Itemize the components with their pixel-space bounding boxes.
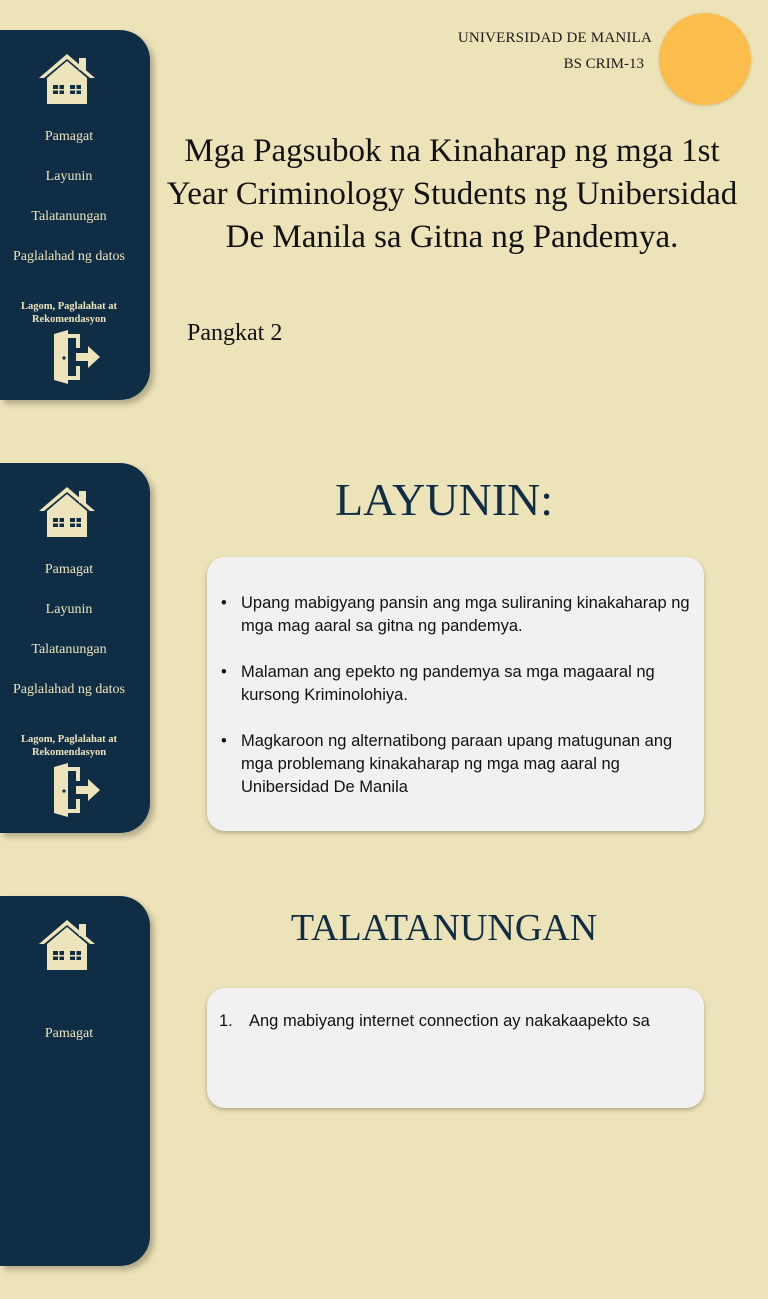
orange-circle-decoration — [659, 13, 751, 105]
nav-lagom[interactable]: Lagom, Paglalahat at Rekomendasyon — [21, 734, 117, 758]
group-label: Pangkat 2 — [187, 320, 283, 346]
objective-text: Upang mabigyang pansin ang mga suliraning kinakaharap ng mga mag aaral sa gitna ng pandemya. — [241, 594, 690, 635]
nav-talatanungan[interactable]: Talatanungan — [31, 209, 107, 224]
nav-paglalahad[interactable]: Paglalahad ng datos — [13, 682, 125, 697]
slide-layunin — [0, 433, 768, 866]
list-item: • Magkaroon ng alternatibong paraan upang matugunan ang mga problemang kinakaharap ng mga mag aaral ng Unibersidad De Manila — [221, 732, 673, 796]
nav-pamagat[interactable]: Pamagat — [44, 129, 94, 144]
questions-card — [207, 988, 704, 1108]
slide-heading: LAYUNIN: — [334, 474, 554, 525]
exit-door-icon[interactable] — [50, 763, 102, 817]
slide-heading: TALATANUNGAN — [290, 907, 598, 949]
home-icon[interactable] — [35, 916, 99, 972]
nav-lagom[interactable]: Lagom, Paglalahat at Rekomendasyon — [21, 301, 117, 325]
nav-layunin[interactable]: Layunin — [45, 602, 93, 617]
exit-door-icon[interactable] — [50, 330, 102, 384]
question-text: Ang mabiyang internet connection ay nakakaapekto sa — [249, 1012, 650, 1030]
slide-title — [0, 0, 768, 433]
list-item: • Upang mabigyang pansin ang mga suliraning kinakaharap ng mga mag aaral sa gitna ng pandemya. — [221, 594, 690, 635]
sidebar-nav — [0, 896, 150, 1266]
nav-talatanungan[interactable]: Talatanungan — [31, 642, 107, 657]
sidebar-nav — [0, 30, 150, 400]
objective-text: Magkaroon ng alternatibong paraan upang matugunan ang mga problemang kinakaharap ng mga mag aaral ng Unibersidad De Manila — [241, 732, 673, 796]
home-icon[interactable] — [35, 50, 99, 106]
slide-talatanungan — [0, 866, 768, 1299]
objective-text: Malaman ang epekto ng pandemya sa mga magaaral ng kursong Kriminolohiya. — [241, 663, 655, 704]
home-icon[interactable] — [35, 483, 99, 539]
nav-pamagat[interactable]: Pamagat — [44, 1026, 94, 1041]
course-label: BS CRIM-13 — [563, 56, 644, 72]
university-name: UNIVERSIDAD DE MANILA — [457, 30, 652, 46]
sidebar-nav — [0, 463, 150, 833]
research-title: Mga Pagsubok na Kinaharap ng mga 1st Year Criminology Students ng Unibersidad De Manila sa Gitna ng Pandemya. — [166, 133, 738, 255]
question-number: 1. — [219, 1012, 233, 1030]
nav-layunin[interactable]: Layunin — [45, 169, 93, 184]
objectives-card — [207, 557, 704, 831]
nav-pamagat[interactable]: Pamagat — [44, 562, 94, 577]
nav-paglalahad[interactable]: Paglalahad ng datos — [13, 249, 125, 264]
list-item: • Malaman ang epekto ng pandemya sa mga magaaral ng kursong Kriminolohiya. — [221, 663, 655, 704]
